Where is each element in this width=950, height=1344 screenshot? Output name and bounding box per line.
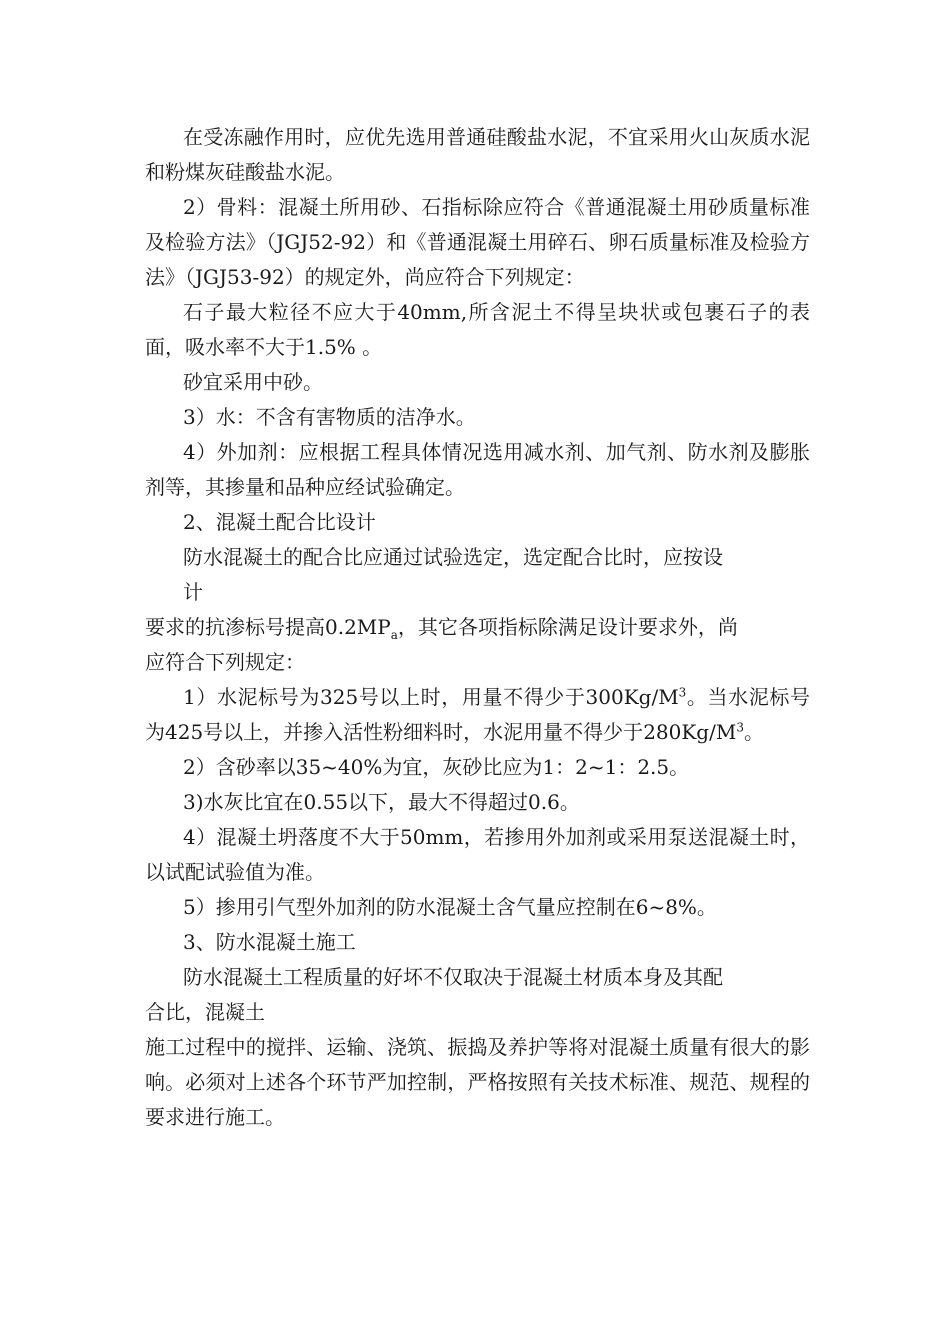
paragraph-rules-intro: 应符合下列规定：: [145, 650, 305, 674]
document-body: [145, 120, 810, 1135]
paragraph-cement-grade: [145, 680, 810, 750]
cement-grade-text: 1）水泥标号为325号以上时，用量不得少于300Kg/M: [183, 685, 679, 709]
paragraph-stone: 石子最大粒径不应大于40mm,所含泥土不得呈块状或包裹石子的表面，吸水率不大于1.5% 。: [145, 300, 810, 359]
cement-min-text: 280Kg/M: [643, 720, 737, 744]
heading-construction: 3、防水混凝土施工: [183, 930, 356, 954]
paragraph-mix-design-line1: 防水混凝土的配合比应通过试验选定，选定配合比时，应按设: [183, 545, 723, 569]
paragraph-water-cement: 3)水灰比宜在0.55以下，最大不得超过0.6。: [183, 790, 580, 814]
paragraph-quality-line1: 防水混凝土工程质量的好坏不仅取决于混凝土材质本身及其配: [183, 965, 723, 989]
cement-min-text-tail: 。: [743, 720, 764, 744]
permeability-text: 要求的抗渗标号提高0.2MP: [145, 615, 391, 639]
paragraph-mix-design-line2: 计: [183, 580, 203, 604]
heading-mix-design: 2、混凝土配合比设计: [183, 510, 376, 534]
permeability-text-tail: ，其它各项指标除满足设计要求外，尚: [397, 615, 738, 639]
unit-subscript: a: [390, 628, 398, 642]
paragraph-quality-line2: 合比，混凝土: [145, 1000, 265, 1024]
paragraph-sand-ratio: 2）含砂率以35~40%为宜，灰砂比应为1：2~1：2.5。: [183, 755, 690, 779]
paragraph-sand: 砂宜采用中砂。: [183, 370, 323, 394]
paragraph-cement-freeze: 在受冻融作用时，应优先选用普通硅酸盐水泥，不宜采用火山灰质水泥和粉煤灰硅酸盐水泥。: [145, 125, 810, 184]
paragraph-aggregate: 2）骨料：混凝土所用砂、石指标除应符合《普通混凝土用砂质量标准及检验方法》（JGJ52-92）和《普通混凝土用碎石、卵石质量标准及检验方法》（JGJ53-92）的规定外，尚应符合下列规定：: [145, 195, 810, 289]
paragraph-air-content: 5）掺用引气型外加剂的防水混凝土含气量应控制在6~8%。: [183, 895, 717, 919]
paragraph-permeability: [145, 610, 810, 645]
unit-superscript: 3: [678, 685, 687, 700]
paragraph-admixture: 4）外加剂：应根据工程具体情况选用减水剂、加气剂、防水剂及膨胀剂等，其掺量和品种应经试验确定。: [145, 440, 810, 499]
paragraph-construction-process: 施工过程中的搅拌、运输、浇筑、振捣及养护等将对混凝土质量有很大的影响。必须对上述各个环节严加控制，严格按照有关技术标准、规范、规程的要求进行施工。: [145, 1035, 810, 1129]
unit-superscript-2: 3: [736, 720, 744, 735]
paragraph-water: 3）水：不含有害物质的洁净水。: [183, 405, 476, 429]
cement-grade-text-tail: 。当水泥标号为425号以上，并掺入活性粉细料时，水泥用量不得少于: [145, 685, 810, 744]
paragraph-slump: 4）混凝土坍落度不大于50mm，若掺用外加剂或采用泵送混凝土时，以试配试验值为准。: [145, 825, 810, 884]
